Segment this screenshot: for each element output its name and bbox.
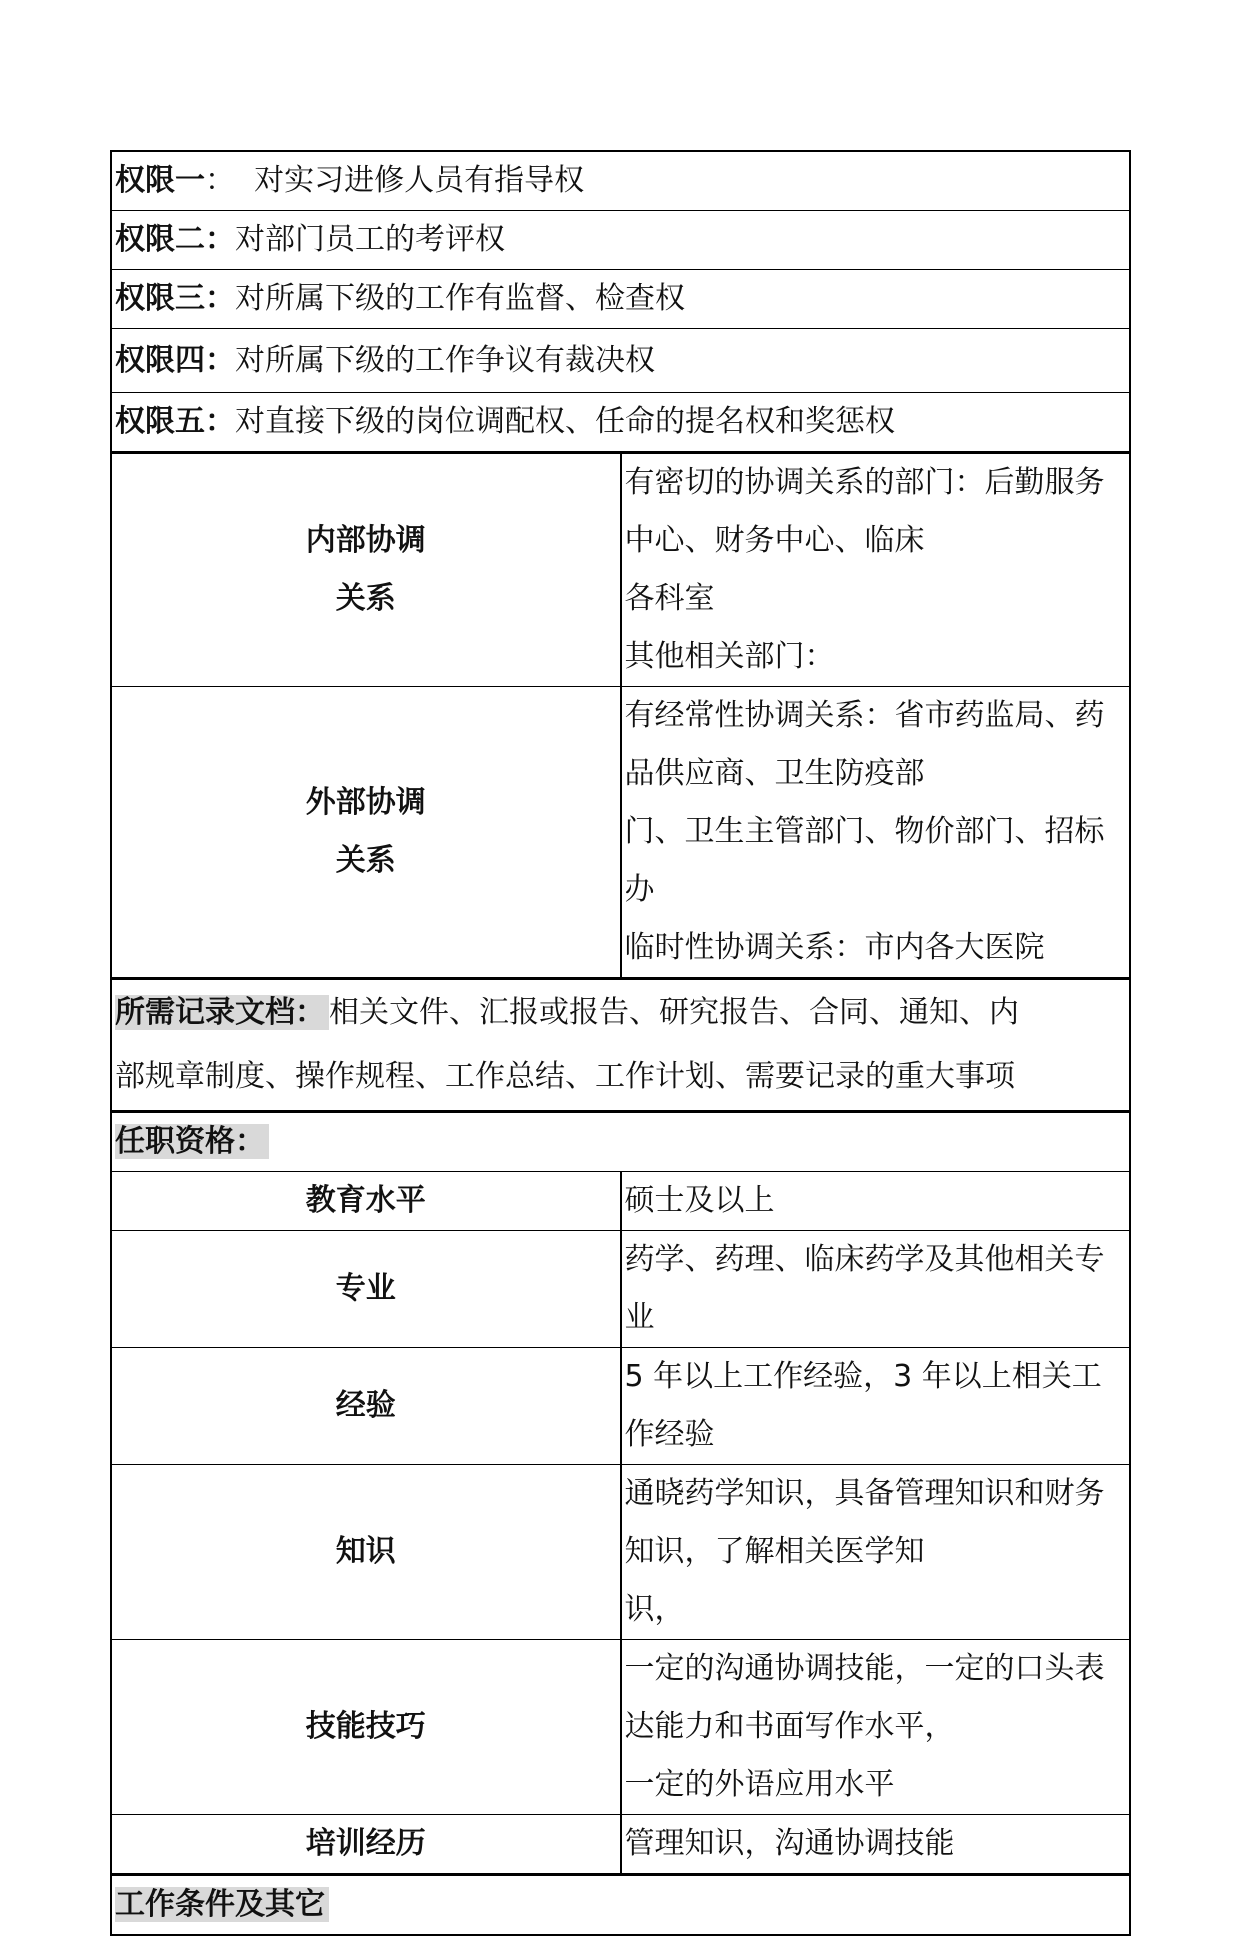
- qualification-value-line2: 一定的外语应用水平: [624, 1767, 895, 1802]
- qualification-label: 专业: [111, 1231, 621, 1348]
- authority-colon: ：: [205, 163, 235, 198]
- internal-line2: 各科室: [624, 581, 715, 616]
- qualification-value: 管理知识，沟通协调技能: [624, 1826, 955, 1861]
- authority-text: 对部门员工的考评权: [235, 222, 505, 257]
- qualification-label: 教育水平: [111, 1172, 621, 1231]
- internal-line1: 有密切的协调关系的部门：后勤服务中心、财务中心、临床: [624, 465, 1105, 558]
- qualification-row-training: [111, 1815, 1130, 1875]
- internal-label-line1: 内部协调: [305, 523, 426, 558]
- documents-line2: 部规章制度、操作规程、工作总结、工作计划、需要记录的重大事项: [115, 1059, 1015, 1094]
- external-line2: 门、卫生主管部门、物价部门、招标办: [624, 814, 1105, 907]
- external-line3: 临时性协调关系：市内各大医院: [624, 930, 1045, 965]
- authority-label: 权限一: [115, 163, 205, 198]
- qualification-row-skills: [111, 1640, 1130, 1815]
- internal-coordination-row: [111, 453, 1130, 687]
- authority-row-3: [111, 270, 1130, 329]
- qualification-label: 技能技巧: [111, 1640, 621, 1815]
- authority-colon: ：: [205, 281, 235, 316]
- authority-row-1: [111, 151, 1130, 211]
- authority-colon: ：: [205, 342, 235, 378]
- authority-label: 权限五: [115, 404, 205, 439]
- qualification-label: 经验: [111, 1348, 621, 1465]
- qualification-row-major: [111, 1231, 1130, 1348]
- authority-label: 权限二: [115, 222, 205, 257]
- qualification-row-education: [111, 1172, 1130, 1231]
- documents-label: 所需记录文档：: [115, 995, 329, 1030]
- qualification-row-experience: [111, 1348, 1130, 1465]
- qualification-label: 培训经历: [111, 1815, 621, 1875]
- qualification-value-line1: 一定的沟通协调技能，一定的口头表达能力和书面写作水平，: [624, 1651, 1105, 1744]
- external-line1: 有经常性协调关系：省市药监局、药品供应商、卫生防疫部: [624, 698, 1105, 791]
- authority-row-4: [111, 329, 1130, 393]
- authority-row-5: [111, 393, 1130, 453]
- authority-text: 对所属下级的工作争议有裁决权: [235, 342, 655, 378]
- authority-row-2: [111, 211, 1130, 270]
- authority-label: 权限四: [115, 342, 205, 378]
- external-label-line1: 外部协调: [305, 785, 426, 820]
- authority-label: 权限三: [115, 281, 205, 316]
- qualification-value-line2: 识，: [624, 1592, 685, 1627]
- external-coordination-row: [111, 687, 1130, 979]
- qualification-row-knowledge: [111, 1465, 1130, 1640]
- authority-colon: ：: [205, 404, 235, 439]
- qualification-value-line1: 通晓药学知识，具备管理知识和财务知识，了解相关医学知: [624, 1476, 1105, 1569]
- conditions-title: 工作条件及其它: [115, 1887, 329, 1922]
- documents-row: [111, 979, 1130, 1112]
- qualification-value: 硕士及以上: [624, 1183, 775, 1218]
- authority-text: 对直接下级的岗位调配权、任命的提名权和奖惩权: [235, 404, 895, 439]
- authority-text: 对所属下级的工作有监督、检查权: [235, 281, 685, 316]
- qualifications-header-row: [111, 1112, 1130, 1172]
- external-label-line2: 关系: [335, 843, 396, 878]
- qualification-label: 知识: [111, 1465, 621, 1640]
- job-description-table: [110, 150, 1131, 1936]
- authority-colon: ：: [205, 222, 235, 257]
- authority-text: 对实习进修人员有指导权: [235, 163, 585, 198]
- qualification-value: 5 年以上工作经验，3 年以上相关工作经验: [624, 1359, 1102, 1452]
- internal-label-line2: 关系: [335, 581, 396, 616]
- qualification-value: 药学、药理、临床药学及其他相关专业: [624, 1242, 1105, 1335]
- conditions-row: [111, 1875, 1130, 1936]
- qualifications-title: 任职资格：: [115, 1124, 269, 1159]
- documents-line1: 相关文件、汇报或报告、研究报告、合同、通知、内: [329, 995, 1019, 1030]
- internal-line3: 其他相关部门：: [624, 639, 835, 674]
